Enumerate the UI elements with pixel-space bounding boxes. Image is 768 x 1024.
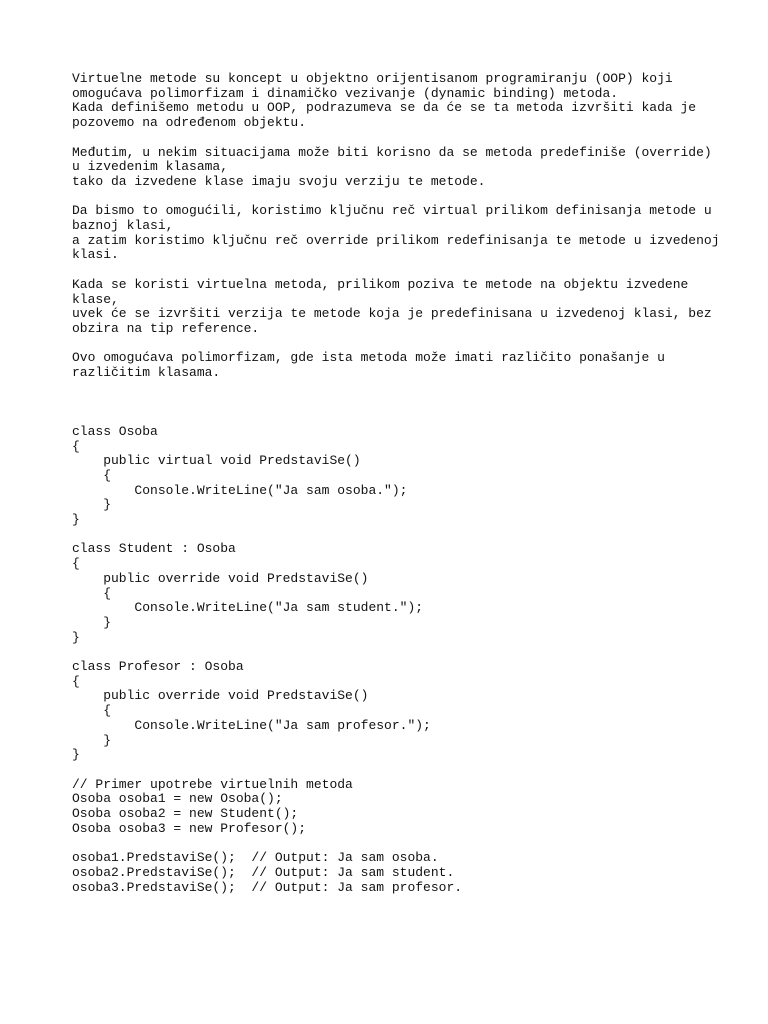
paragraph-gap — [72, 131, 712, 146]
intro-paragraph-3: Da bismo to omogućili, koristimo ključnu reč virtual prilikom definisanja metode u baznoj klasi, a zatim koristimo ključnu reč override prilikom redefinisanja te metode u izvedenoj klasi. — [72, 203, 720, 263]
intro-paragraph-1: Virtuelne metode su koncept u objektno orijentisanom programiranju (OOP) koji omogućava polimorfizam i dinamičko vezivanje (dynamic binding) metoda. Kada definišemo metodu u OOP, podrazumeva se da će se ta metoda izvršiti kada je pozovemo na određenom objektu. — [72, 71, 697, 131]
intro-paragraph-5: Ovo omogućava polimorfizam, gde ista metoda može imati različito ponašanje u različitim klasama. — [72, 350, 665, 380]
code-class-profesor: class Profesor : Osoba { public override void PredstaviSe() { Console.WriteLine("Ja sam profesor."); } } — [72, 659, 431, 763]
code-gap — [72, 836, 712, 851]
paragraph-gap — [72, 190, 712, 205]
section-gap — [72, 381, 712, 425]
code-class-osoba: class Osoba { public virtual void PredstaviSe() { Console.WriteLine("Ja sam osoba."); } } — [72, 423, 408, 528]
code-usage-declarations: // Primer upotrebe virtuelnih metoda Osoba osoba1 = new Osoba(); Osoba osoba2 = new Student(); Osoba osoba3 = new Profesor(); — [72, 776, 353, 836]
document-page — [72, 71, 720, 895]
intro-paragraph-4: Kada se koristi virtuelna metoda, prilikom poziva te metode na objektu izvedene klase, uvek će se izvršiti verzija te metode koja je predefinisana u izvedenoj klasi, bez obzira na tip reference. — [72, 276, 712, 336]
code-usage-calls: osoba1.PredstaviSe(); // Output: Ja sam osoba. osoba2.PredstaviSe(); // Output: Ja sam student. osoba3.PredstaviSe(); // Output: Ja sam profesor. — [72, 850, 463, 895]
code-gap — [72, 763, 712, 778]
code-gap — [72, 528, 712, 543]
code-class-student: class Student : Osoba { public override void PredstaviSe() { Console.WriteLine("Ja sam student."); } } — [72, 541, 424, 645]
paragraph-gap — [72, 263, 712, 278]
paragraph-gap — [72, 337, 712, 352]
intro-paragraph-2: Međutim, u nekim situacijama može biti korisno da se metoda predefiniše (override) u izvedenim klasama, tako da izvedene klase imaju svoju verziju te metode. — [72, 144, 712, 189]
code-gap — [72, 645, 712, 660]
